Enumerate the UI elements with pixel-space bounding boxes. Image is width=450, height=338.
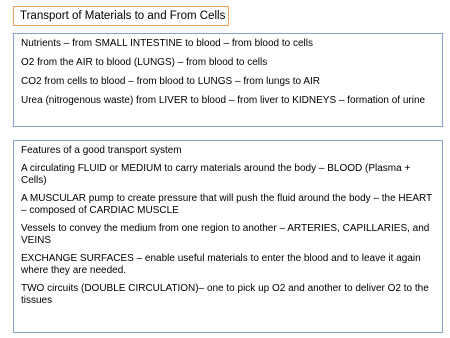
slide-title: Transport of Materials to and From Cells — [13, 6, 229, 26]
feature-item-1: A circulating FLUID or MEDIUM to carry materials around the body – BLOOD (Plasma + Cells) — [21, 163, 411, 186]
nutrients-box — [13, 33, 443, 127]
nutrients-line-3: CO2 from cells to blood – from blood to LUNGS – from lungs to AIR — [21, 76, 321, 87]
feature-item-2: A MUSCULAR pump to create pressure that will push the fluid around the body – the HEART – composed of CARDIAC MUSCLE — [21, 193, 432, 216]
feature-item-4: EXCHANGE SURFACES – enable useful materials to enter the blood and to leave it again where they are needed. — [21, 253, 421, 276]
nutrients-line-4: Urea (nitrogenous waste) from LIVER to blood – from liver to KIDNEYS – formation of urine — [21, 95, 426, 106]
nutrients-line-2: O2 from the AIR to blood (LUNGS) – from blood to cells — [21, 57, 268, 68]
features-box — [13, 140, 443, 333]
feature-item-5: TWO circuits (DOUBLE CIRCULATION)– one to pick up O2 and another to deliver O2 to the tissues — [21, 283, 429, 306]
feature-item-3: Vessels to convey the medium from one region to another – ARTERIES, CAPILLARIES, and VEINS — [21, 223, 430, 246]
nutrients-line-1: Nutrients – from SMALL INTESTINE to blood – from blood to cells — [21, 38, 313, 49]
features-heading: Features of a good transport system — [21, 145, 182, 156]
